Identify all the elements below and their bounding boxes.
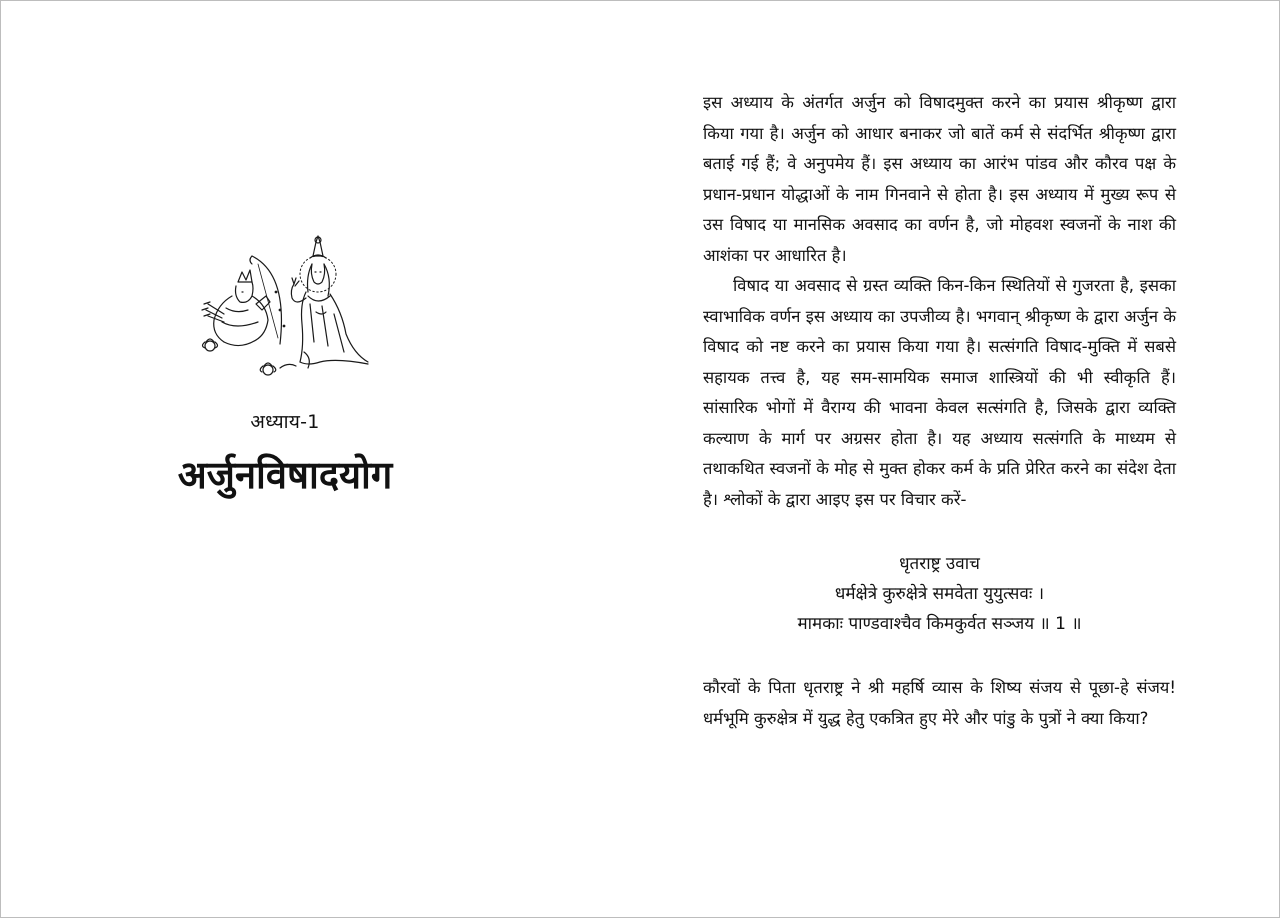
shloka (703, 549, 1176, 639)
right-page (703, 88, 1176, 734)
body-paragraph: विषाद या अवसाद से ग्रस्त व्यक्ति किन-किन स्थितियों से गुजरता है, इसका स्वाभाविक वर्णन इस अध्याय का उपजीव्य है। भगवान् श्रीकृष्ण के द्वारा अर्जुन के विषाद को नष्ट करने का प्रयास किया गया है। सत्संगति विषाद-मुक्ति में सबसे सहायक तत्त्व है, यह सम-सामयिक समाज शास्त्रियों की भी स्वीकृति हैं। सांसारिक भोगों में वैराग्य की भावना केवल सत्संगति है, जिसके द्वारा व्यक्ति कल्याण के मार्ग पर अग्रसर होता है। यह अध्याय सत्संगति के माध्यम से तथाकथित स्वजनों के मोह से मुक्त होकर कर्म के प्रति प्रेरित करने का संदेश देता है। श्लोकों के द्वारा आइए इस पर विचार करें- (703, 276, 1176, 509)
krishna-arjuna-illustration (196, 234, 374, 384)
verse-line-2: मामकाः पाण्डवाश्चैव किमकुर्वत सञ्जय ॥ 1 ॥ (797, 614, 1082, 634)
intro-paragraph: इस अध्याय के अंतर्गत अर्जुन को विषादमुक्त करने का प्रयास श्रीकृष्ण द्वारा किया गया है। अर्जुन को आधार बनाकर जो बातें कर्म से संदर्भित श्रीकृष्ण द्वारा बताई गई हैं; वे अनुपमेय हैं। इस अध्याय का आरंभ पांडव और कौरव पक्ष के प्रधान-प्रधान योद्धाओं के नाम गिनवाने से होता है। इस अध्याय में मुख्य रूप से उस विषाद या मानसिक अवसाद का वर्णन है, जो मोहवश स्वजनों के नाश की आशंका पर आधारित है। (703, 93, 1176, 265)
chapter-title: अर्जुनविषादयोग (177, 453, 393, 497)
verse-line-1: धर्मक्षेत्रे कुरुक्षेत्रे समवेता युयुत्सवः । (834, 584, 1045, 604)
translation-paragraph: कौरवों के पिता धृतराष्ट्र ने श्री महर्षि व्यास के शिष्य संजय से पूछा-हे संजय! धर्मभूमि कुरुक्षेत्र में युद्ध हेतु एकत्रित हुए मेरे और पांडु के पुत्रों ने क्या किया? (703, 678, 1176, 728)
verse-speaker: धृतराष्ट्र उवाच (899, 554, 980, 574)
chapter-number: अध्याय-1 (250, 411, 320, 433)
